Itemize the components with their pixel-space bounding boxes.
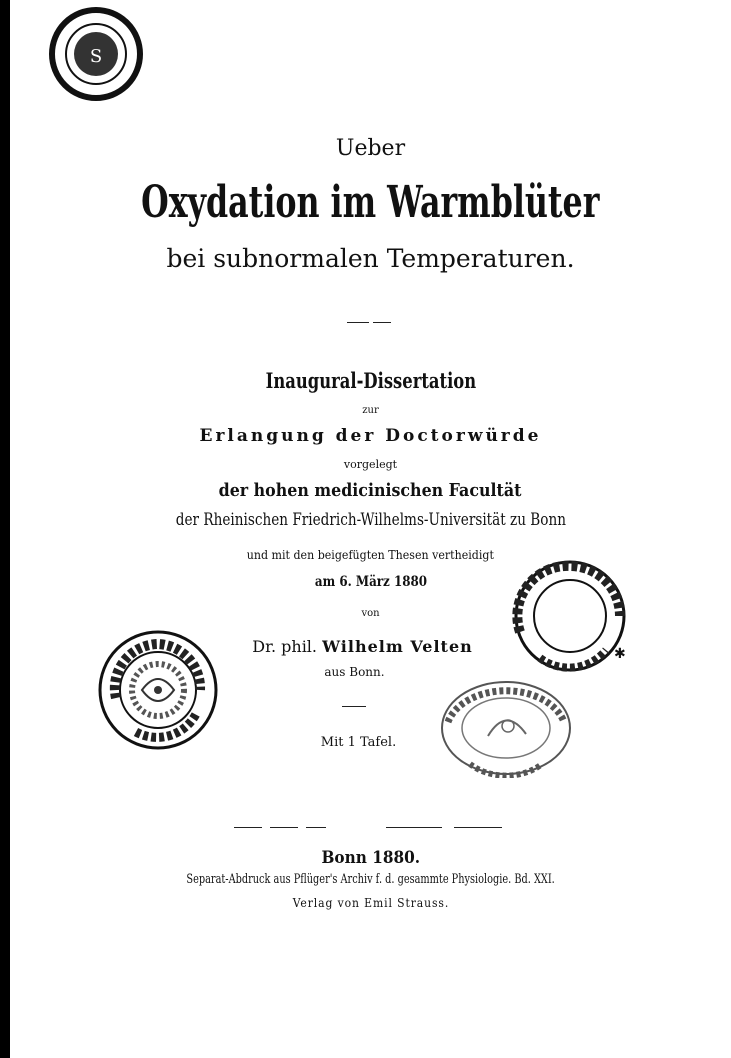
divider-short-top — [347, 322, 369, 323]
library-stamp-top-left — [40, 6, 152, 106]
dissertation-label — [10, 368, 731, 393]
divider-long-4 — [386, 827, 442, 828]
library-stamp-left — [96, 628, 220, 752]
zur-text: zur — [362, 405, 379, 416]
university-text: der Rheinischen Friedrich-Wilhelms-Universität zu Bonn — [175, 510, 566, 530]
author-prefix: Dr. phil. — [252, 637, 318, 656]
place-year-text: Bonn 1880. — [321, 848, 420, 868]
subtitle: bei subnormalen Temperaturen. — [166, 244, 575, 273]
svg-text:✱: ✱ — [614, 646, 626, 662]
offprint-text-inner: Separat-Abdruck aus Pflüger's Archiv f. d. gesammte Physiologie. Bd. XXI. — [186, 872, 555, 887]
von-text: von — [361, 608, 380, 619]
vorgelegt-text: vorgelegt — [343, 458, 398, 471]
title-page — [10, 0, 731, 1058]
academy-stamp-lower-right — [438, 678, 574, 778]
svg-text:S: S — [89, 46, 103, 67]
defense-date-text: am 6. März 1880 — [314, 574, 427, 590]
publisher-text-inner: Verlag von Emil Strauss. — [292, 896, 449, 910]
divider-long-3 — [306, 827, 326, 828]
publisher-text — [10, 896, 731, 910]
purpose — [10, 426, 731, 446]
dissertation-label-text: Inaugural-Dissertation — [265, 368, 476, 393]
divider-long-2 — [270, 827, 298, 828]
purpose-text: Erlangung der Doctorwürde — [199, 426, 542, 446]
divider-short-top-2 — [373, 322, 391, 323]
place-year — [10, 848, 731, 868]
faculty — [10, 480, 731, 501]
divider-long-1 — [234, 827, 262, 828]
divider-long-5 — [454, 827, 502, 828]
faculty-text: der hohen medicinischen Facultät — [219, 480, 522, 501]
origin-text: aus Bonn. — [324, 665, 385, 679]
plates-text: Mit 1 Tafel. — [320, 735, 397, 750]
pre-title: Ueber — [335, 136, 406, 161]
university — [10, 510, 731, 530]
offprint-text — [10, 872, 731, 887]
author-name: Wilhelm Velten — [322, 637, 473, 656]
main-title-text: Oxydation im Warmblüter — [141, 177, 600, 228]
main-title — [10, 177, 731, 228]
divider-short-mid — [342, 706, 366, 707]
academy-stamp-right — [510, 558, 630, 674]
defense-text-inner: und mit den beigefügten Thesen vertheidigt — [246, 548, 495, 562]
